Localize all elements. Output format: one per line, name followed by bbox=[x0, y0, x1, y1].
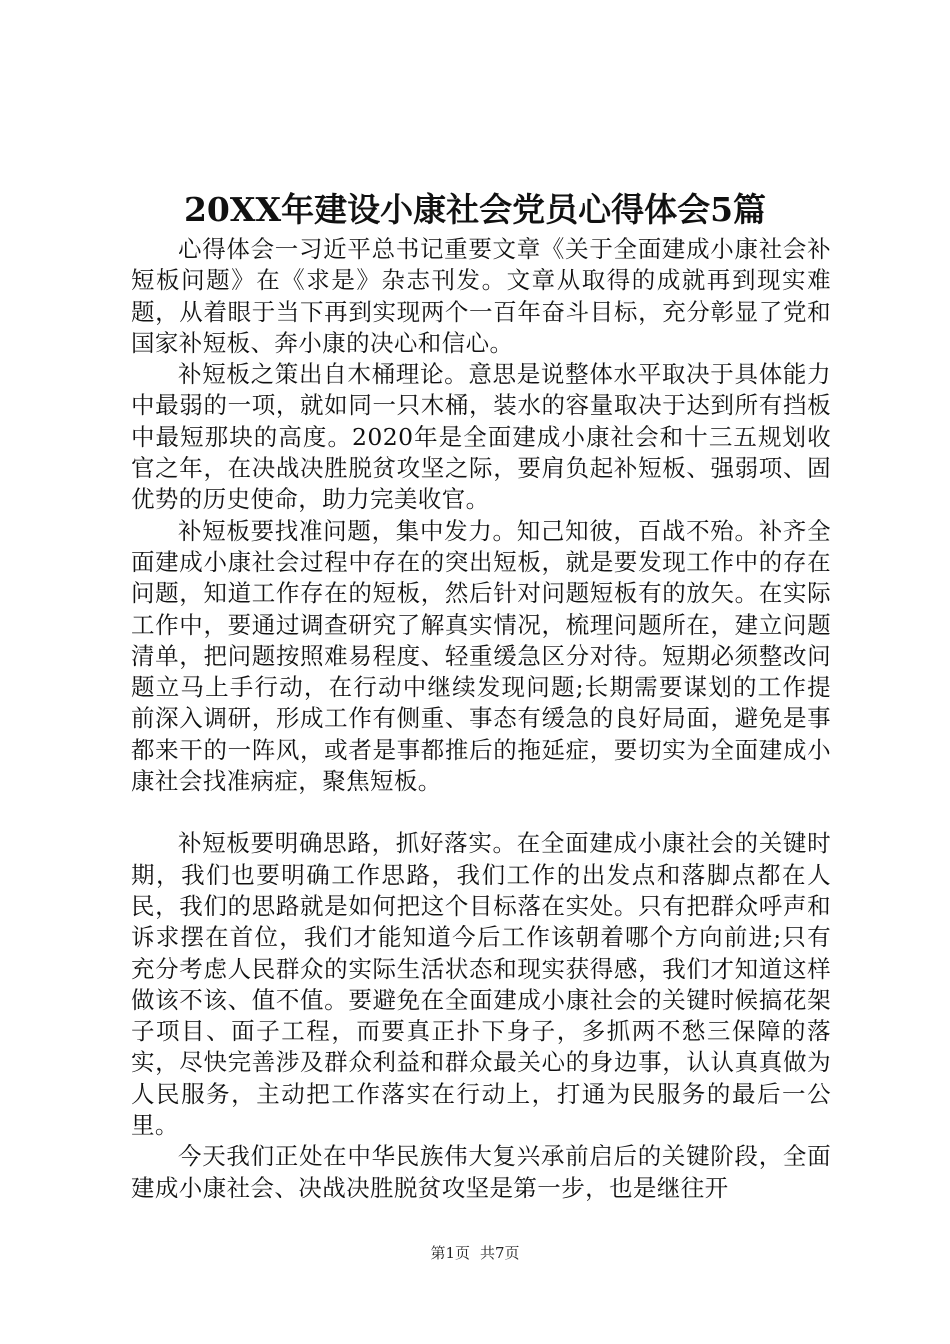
paragraph-2: 补短板之策出自木桶理论。意思是说整体水平取决于具体能力中最弱的一项，就如同一只木桶，装水的容量取决于达到所有挡板中最短那块的高度。2020年是全面建成小康社会和十三五规划收官之年，在决战决胜脱贫攻坚之际，要肩负起补短板、强弱项、固优势的历史使命，助力完美收官。 bbox=[131, 360, 831, 514]
paragraph-3: 补短板要找准问题，集中发力。知己知彼，百战不殆。补齐全面建成小康社会过程中存在的突出短板，就是要发现工作中的存在问题，知道工作存在的短板，然后针对问题短板有的放矢。在实际工作中，要通过调查研究了解真实情况，梳理问题所在，建立问题清单，把问题按照难易程度、轻重缓急区分对待。短期必须整改问题立马上手行动，在行动中继续发现问题;长期需要谋划的工作提前深入调研，形成工作有侧重、事态有缓急的良好局面，避免是事都来干的一阵风，或者是事都推后的拖延症，要切实为全面建成小康社会找准病症，聚焦短板。 bbox=[131, 516, 831, 796]
paragraph-5: 今天我们正处在中华民族伟大复兴承前启后的关键阶段，全面建成小康社会、决战决胜脱贫攻坚是第一步，也是继往开 bbox=[131, 1142, 831, 1202]
paragraph-1: 心得体会一习近平总书记重要文章《关于全面建成小康社会补短板问题》在《求是》杂志刊发。文章从取得的成就再到现实难题，从着眼于当下再到实现两个一百年奋斗目标，充分彰显了党和国家补短板、奔小康的决心和信心。 bbox=[131, 235, 831, 357]
page-number-total: 共7页 bbox=[480, 1244, 520, 1262]
page-number-current: 第1页 bbox=[430, 1244, 470, 1262]
document-title: 20XX年建设小康社会党员心得体会5篇 bbox=[183, 190, 767, 229]
page-footer bbox=[0, 1243, 950, 1263]
paragraph-4: 补短板要明确思路，抓好落实。在全面建成小康社会的关键时期，我们也要明确工作思路，我们工作的出发点和落脚点都在人民，我们的思路就是如何把这个目标落在实处。只有把群众呼声和诉求摆在首位，我们才能知道今后工作该朝着哪个方向前进;只有充分考虑人民群众的实际生活状态和现实获得感，我们才知道这样做该不该、值不值。要避免在全面建成小康社会的关键时候搞花架子项目、面子工程，而要真正扑下身子，多抓两不愁三保障的落实，尽快完善涉及群众利益和群众最关心的身边事，认认真真做为人民服务，主动把工作落实在行动上，打通为民服务的最后一公里。 bbox=[131, 829, 831, 1140]
document-body bbox=[131, 234, 831, 1204]
